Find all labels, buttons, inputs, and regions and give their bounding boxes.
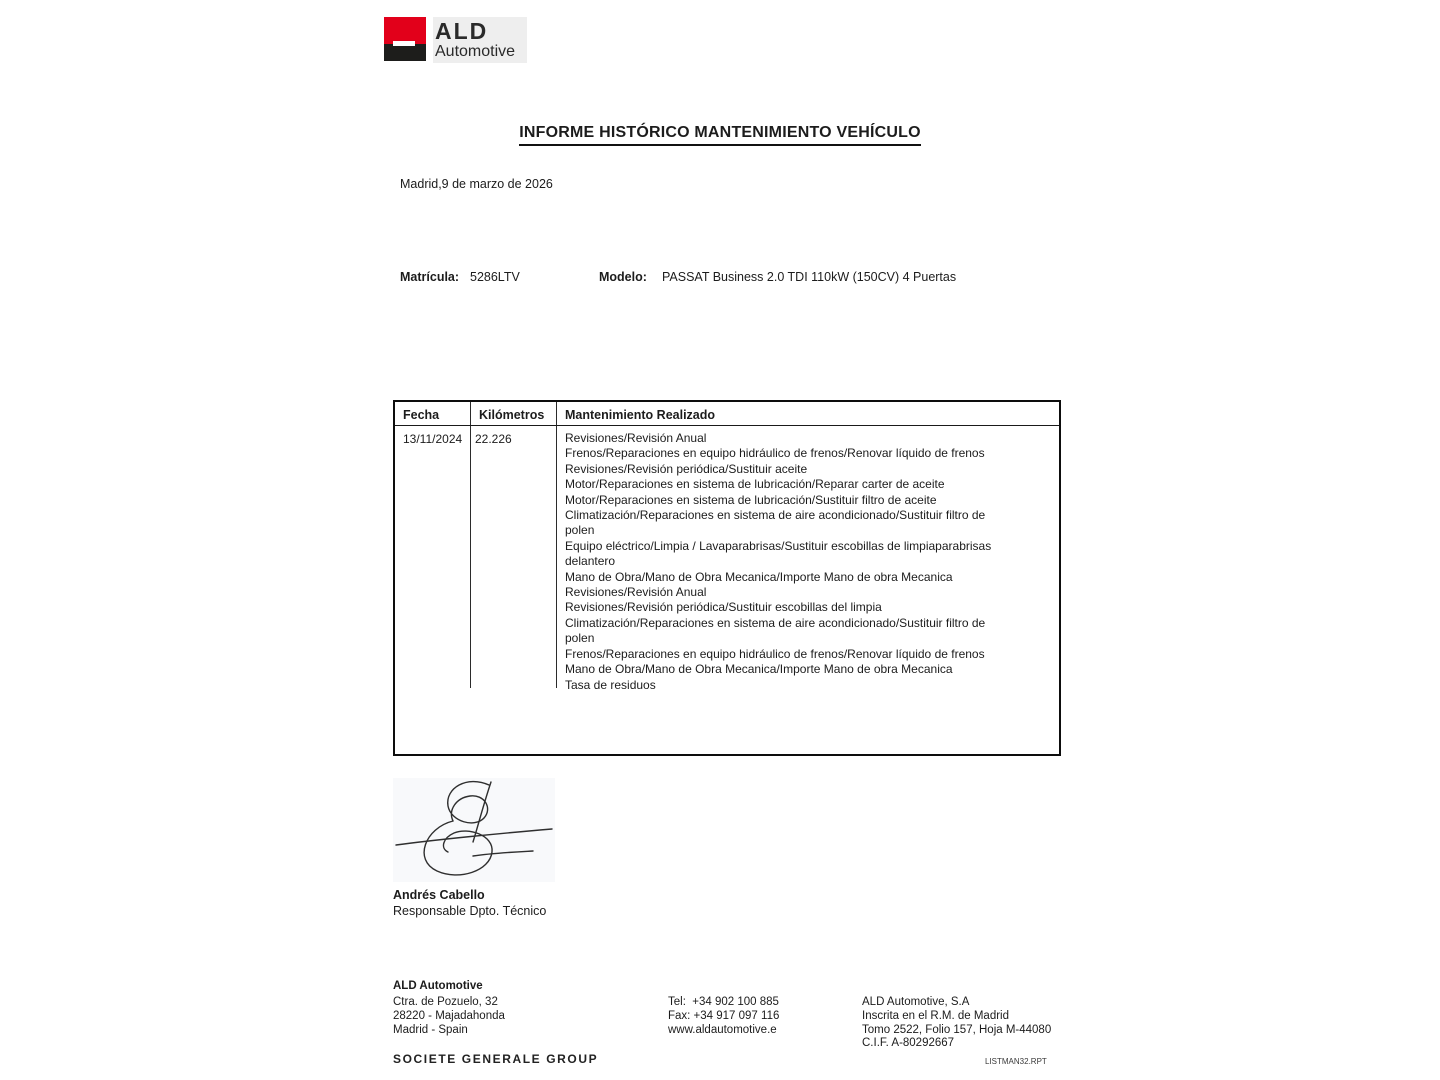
- footer-address: [393, 996, 505, 1037]
- footer-contact-line: Tel: +34 902 100 885: [668, 996, 779, 1008]
- logo-black-block: [384, 44, 426, 61]
- logo-brand-name: ALD: [435, 18, 489, 44]
- logo-text: [433, 17, 527, 63]
- table-header-row: [395, 402, 1059, 426]
- page-title-text: INFORME HISTÓRICO MANTENIMIENTO VEHÍCULO: [519, 124, 920, 146]
- footer-contact-line: Fax: +34 917 097 116: [668, 1009, 780, 1022]
- footer-legal-line: C.I.F. A-80292667: [862, 1037, 955, 1050]
- footer-address-line: 28220 - Majadahonda: [393, 1009, 505, 1022]
- footer-legal-line: Inscrita en el R.M. de Madrid: [862, 1009, 1010, 1022]
- maintenance-item: Motor/Reparaciones en sistema de lubricación/Sustituir filtro de aceite: [565, 492, 937, 507]
- maintenance-item: Mano de Obra/Mano de Obra Mecanica/Importe Mano de obra Mecanica: [565, 662, 953, 677]
- logo-white-dash: [393, 41, 415, 46]
- maintenance-item: Climatización/Reparaciones en sistema de aire acondicionado/Sustituir filtro de polen: [565, 508, 986, 538]
- signature-scribble-icon: [393, 778, 555, 882]
- maintenance-item: Frenos/Reparaciones en equipo hidráulico de frenos/Renovar líquido de frenos: [565, 446, 985, 461]
- signature-image: [393, 778, 555, 882]
- header-kilometros: Kilómetros: [479, 408, 545, 422]
- modelo-value: PASSAT Business 2.0 TDI 110kW (150CV) 4 Puertas: [662, 270, 957, 284]
- societe-generale-mark-icon: [384, 17, 426, 61]
- footer-group-name: SOCIETE GENERALE GROUP: [393, 1052, 599, 1066]
- footer-address-line: Madrid - Spain: [393, 1023, 468, 1036]
- maintenance-item: Revisiones/Revisión periódica/Sustituir escobillas del limpia: [565, 600, 882, 615]
- matricula-value: 5286LTV: [470, 270, 520, 284]
- footer-legal: [862, 996, 1051, 1051]
- maintenance-history-table: [393, 400, 1061, 756]
- logo-red-block: [384, 17, 426, 44]
- row-maintenance-items: [565, 431, 997, 693]
- logo-brand-sub: Automotive: [435, 43, 516, 60]
- column-divider: [470, 402, 471, 688]
- footer-contact-line: www.aldautomotive.e: [668, 1023, 777, 1036]
- maintenance-item: Tasa de residuos: [565, 677, 656, 692]
- signer-name: Andrés Cabello: [393, 888, 485, 902]
- matricula-label: Matrícula:: [400, 270, 460, 284]
- footer-company-name: ALD Automotive: [393, 980, 483, 992]
- row-kilometros: 22.226: [475, 432, 512, 446]
- maintenance-item: Climatización/Reparaciones en sistema de aire acondicionado/Sustituir filtro de polen: [565, 615, 986, 646]
- row-fecha: 13/11/2024: [403, 432, 463, 446]
- maintenance-item: Revisiones/Revisión Anual: [565, 431, 707, 445]
- header-mantenimiento: Mantenimiento Realizado: [565, 408, 716, 422]
- header-fecha: Fecha: [403, 408, 440, 422]
- report-reference: LISTMAN32.RPT: [985, 1057, 1047, 1066]
- maintenance-item: Motor/Reparaciones en sistema de lubricación/Reparar carter de aceite: [565, 477, 945, 492]
- footer-contact: [668, 996, 779, 1037]
- dateline: Madrid,9 de marzo de 2026: [400, 177, 553, 191]
- maintenance-item: Frenos/Reparaciones en equipo hidráulico de frenos/Renovar líquido de frenos: [565, 646, 985, 661]
- maintenance-item: Equipo eléctrico/Limpia / Lavaparabrisas/Sustituir escobillas de limpiaparabrisas delantero: [565, 538, 992, 569]
- page-title: [0, 124, 1440, 146]
- footer-address-line: Ctra. de Pozuelo, 32: [393, 996, 498, 1008]
- footer-legal-line: Tomo 2522, Folio 157, Hoja M-44080: [862, 1023, 1052, 1036]
- maintenance-item: Revisiones/Revisión Anual: [565, 585, 707, 600]
- signer-role: Responsable Dpto. Técnico: [393, 904, 547, 918]
- ald-logo: [384, 17, 527, 63]
- column-divider: [556, 402, 557, 688]
- maintenance-item: Revisiones/Revisión periódica/Sustituir aceite: [565, 461, 808, 476]
- modelo-label: Modelo:: [599, 270, 647, 284]
- footer-legal-line: ALD Automotive, S.A: [862, 996, 970, 1008]
- maintenance-item: Mano de Obra/Mano de Obra Mecanica/Importe Mano de obra Mecanica: [565, 569, 953, 584]
